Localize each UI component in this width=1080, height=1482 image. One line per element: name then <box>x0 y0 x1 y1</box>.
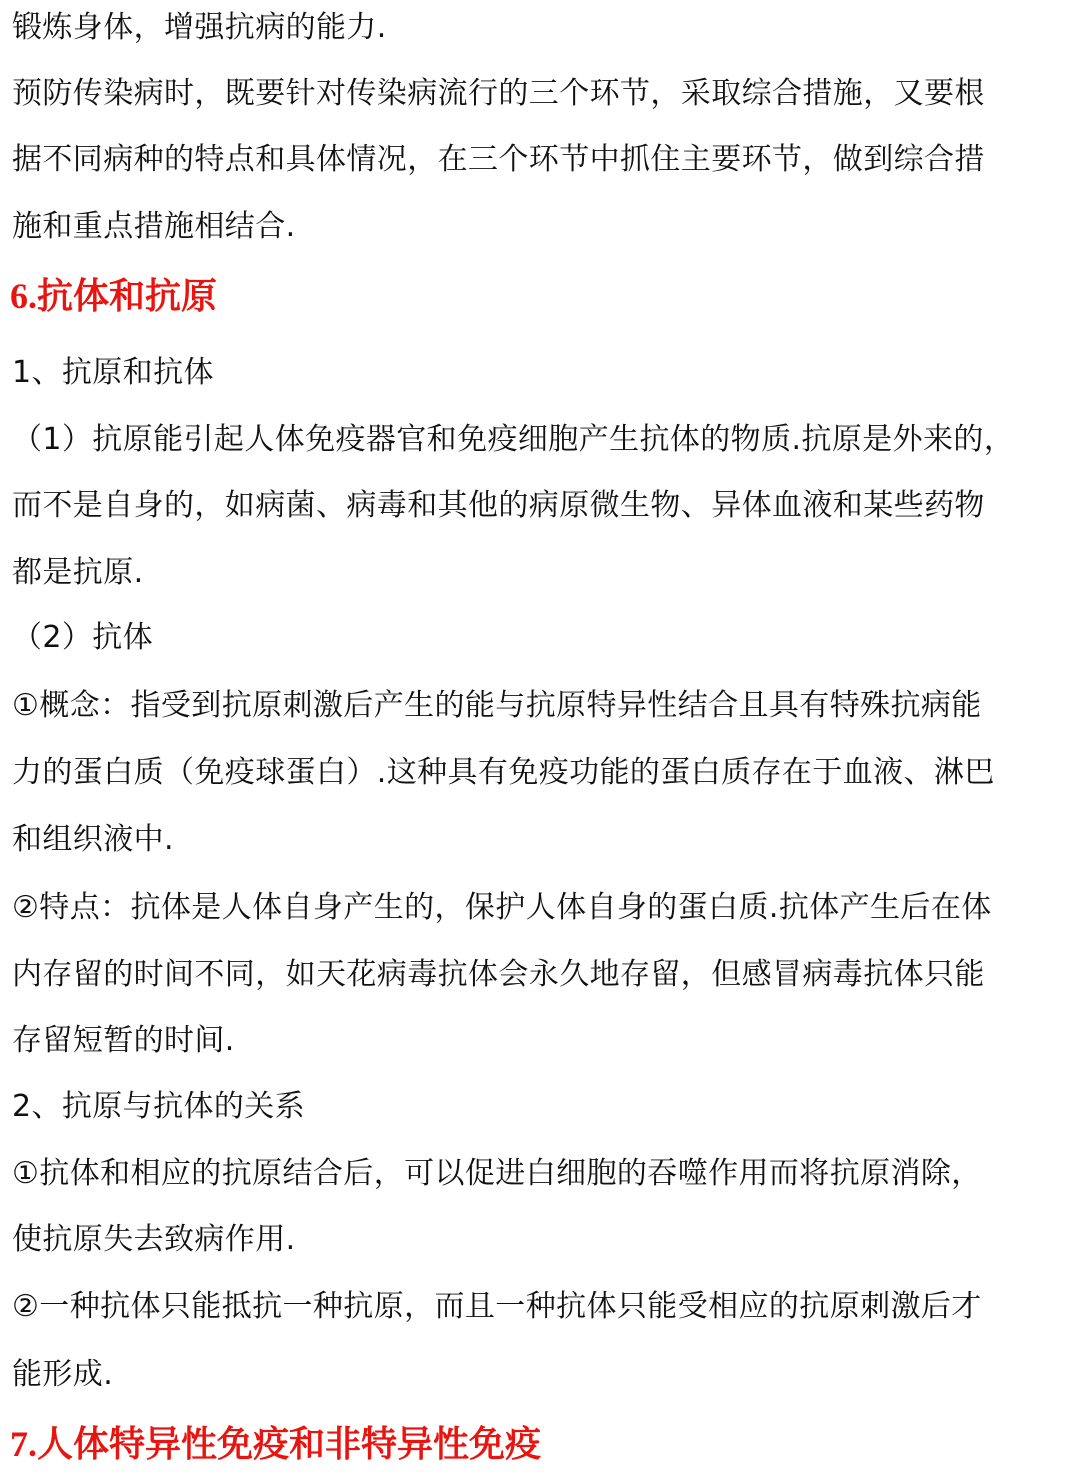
intro-line-2: 预防传染病时，既要针对传染病流行的三个环节，采取综合措施，又要根 <box>12 76 985 111</box>
subsection-2-title: 2、抗原与抗体的关系 <box>12 1089 306 1124</box>
intro-line-4: 施和重点措施相结合. <box>12 209 296 244</box>
antibody-feature-line-1: ②特点：抗体是人体自身产生的，保护人体自身的蛋白质.抗体产生后在体 <box>12 890 992 925</box>
relation-1-line-2: 使抗原失去致病作用. <box>12 1222 296 1257</box>
antibody-concept-line-2: 力的蛋白质（免疫球蛋白）.这种具有免疫功能的蛋白质存在于血液、淋巴 <box>12 755 995 790</box>
antibody-concept-line-3: 和组织液中. <box>12 822 174 857</box>
antibody-concept-line-1: ①概念：指受到抗原刺激后产生的能与抗原特异性结合且具有特殊抗病能 <box>12 688 982 723</box>
relation-1-line-1: ①抗体和相应的抗原结合后，可以促进白细胞的吞噬作用而将抗原消除， <box>12 1156 982 1191</box>
relation-2-line-1: ②一种抗体只能抵抗一种抗原，而且一种抗体只能受相应的抗原刺激后才 <box>12 1289 982 1324</box>
antibody-feature-line-2: 内存留的时间不同，如天花病毒抗体会永久地存留，但感冒病毒抗体只能 <box>12 957 985 992</box>
intro-line-1: 锻炼身体，增强抗病的能力. <box>12 10 387 45</box>
antibody-item-title: （2）抗体 <box>12 620 154 655</box>
antibody-feature-line-3: 存留短暂的时间. <box>12 1023 235 1058</box>
section-7-heading: 7.人体特异性免疫和非特异性免疫 <box>10 1424 542 1464</box>
antigen-definition-line-3: 都是抗原. <box>12 555 144 590</box>
antigen-definition-line-1: （1）抗原能引起人体免疫器官和免疫细胞产生抗体的物质.抗原是外来的， <box>12 422 1015 457</box>
antigen-definition-line-2: 而不是自身的，如病菌、病毒和其他的病原微生物、异体血液和某些药物 <box>12 488 985 523</box>
section-6-heading: 6.抗体和抗原 <box>10 276 218 316</box>
relation-2-line-2: 能形成. <box>12 1357 114 1392</box>
intro-line-3: 据不同病种的特点和具体情况，在三个环节中抓住主要环节，做到综合措 <box>12 142 985 177</box>
subsection-1-title: 1、抗原和抗体 <box>12 355 214 390</box>
